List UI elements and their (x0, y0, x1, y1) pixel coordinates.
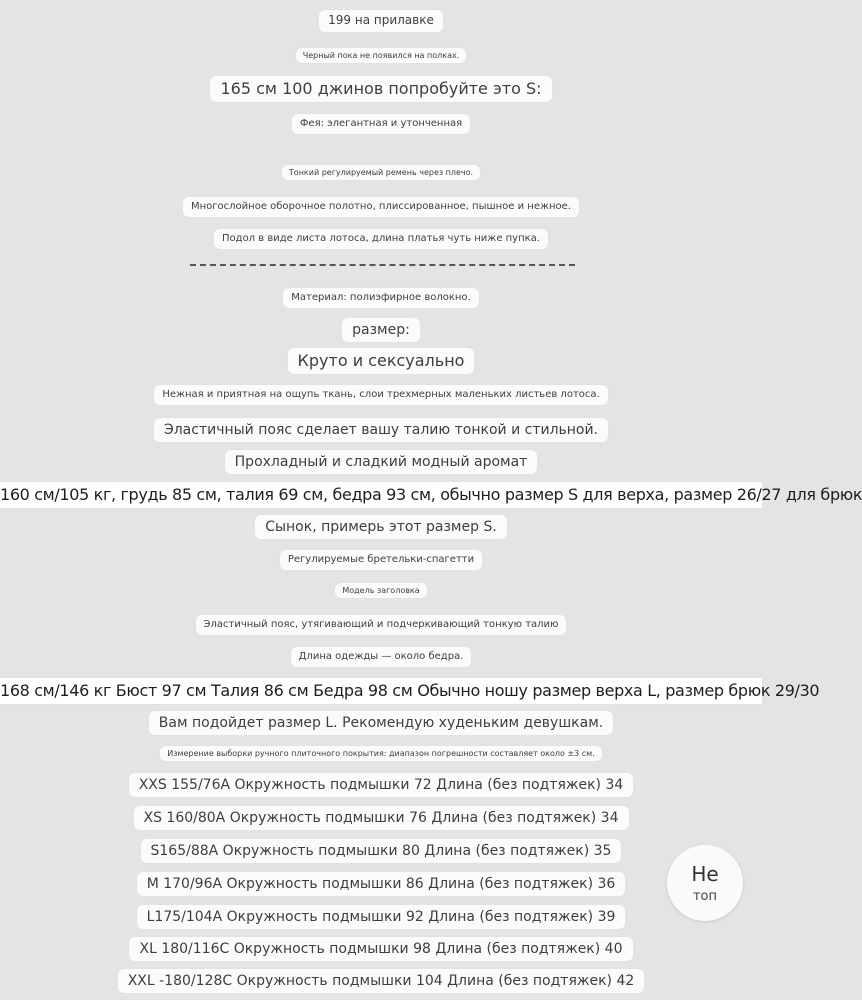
model-info-line: 160 см/105 кг, грудь 85 см, талия 69 см, бедра 93 см, обычно размер S для верха, размер 26/27 для брюк (0, 482, 762, 508)
size-heading: размер: (342, 318, 420, 342)
tagline: Круто и сексуально (288, 348, 475, 374)
feature-line: Тонкий регулируемый ремень через плечо. (282, 165, 480, 180)
size-row (0, 839, 762, 863)
feature-line: Нежная и приятная на ощупь ткань, слои трехмерных маленьких листьев лотоса. (154, 385, 607, 405)
text-line-row (0, 48, 762, 63)
text-line-row (0, 76, 762, 102)
text-line-row (0, 10, 762, 32)
measurement-note: Измерение выборки ручного плиточного покрытия: диапазон погрешности составляет около ±3 см. (160, 746, 602, 761)
feature-line: Прохладный и сладкий модный аромат (225, 450, 538, 474)
feature-line: Подол в виде листа лотоса, длина платья чуть ниже пупка. (214, 229, 548, 249)
feature-line: Регулируемые бретельки-спагетти (280, 550, 482, 570)
model-info-line: 168 см/146 кг Бюст 97 см Талия 86 см Бедра 98 см Обычно ношу размер верха L, размер брюк 29/30 (0, 678, 762, 704)
text-line-row (0, 711, 762, 735)
text-line-row (0, 583, 762, 598)
size-tip-line: 165 см 100 джинов попробуйте это S: (210, 76, 551, 102)
size-spec-m: M 170/96A Окружность подмышки 86 Длина (без подтяжек) 36 (137, 872, 626, 896)
size-row (0, 806, 762, 830)
size-spec-xl: XL 180/116C Окружность подмышки 98 Длина (без подтяжек) 40 (129, 937, 632, 961)
model-info-row (0, 482, 862, 508)
dashed-divider (190, 264, 575, 266)
text-line-row (0, 550, 762, 570)
size-spec-s: S165/88A Окружность подмышки 80 Длина (без подтяжек) 35 (141, 839, 622, 863)
badge-title: Не (691, 861, 719, 886)
model-info-row (0, 678, 820, 704)
text-line-row (0, 746, 762, 761)
text-line-row (0, 450, 762, 474)
text-line-row (0, 418, 762, 442)
badge-subtitle: топ (692, 888, 718, 904)
size-spec-xxl: XXL -180/128C Окружность подмышки 104 Длина (без подтяжек) 42 (118, 969, 645, 993)
model-heading: Модель заголовка (335, 583, 426, 598)
text-line-row (0, 647, 762, 667)
size-spec-xs: XS 160/80A Окружность подмышки 76 Длина (без подтяжек) 34 (134, 806, 629, 830)
size-row (0, 937, 762, 961)
feature-line: Эластичный пояс, утягивающий и подчеркивающий тонкую талию (196, 615, 567, 635)
not-top-badge[interactable] (667, 845, 743, 921)
length-line: Длина одежды — около бедра. (291, 647, 472, 667)
text-line-row (0, 229, 762, 249)
text-line-row (0, 165, 762, 180)
size-row (0, 773, 762, 797)
text-line-row (0, 615, 762, 635)
size-spec-l: L175/104A Окружность подмышки 92 Длина (без подтяжек) 39 (137, 905, 626, 929)
price-note: 199 на прилавке (319, 10, 443, 32)
stock-note: Черный пока не появился на полках. (296, 48, 467, 63)
feature-line: Эластичный пояс сделает вашу талию тонкой и стильной. (154, 418, 608, 442)
size-spec-xxs: XXS 155/76A Окружность подмышки 72 Длина (без подтяжек) 34 (129, 773, 634, 797)
recommendation-line: Вам подойдет размер L. Рекомендую худеньким девушкам. (149, 711, 613, 735)
text-line-row (0, 515, 762, 539)
material-line: Материал: полиэфирное волокно. (283, 288, 478, 308)
text-line-row (0, 197, 762, 217)
style-line: Фея: элегантная и утонченная (292, 114, 470, 134)
size-row (0, 905, 762, 929)
size-tip-line: Сынок, примерь этот размер S. (255, 515, 507, 539)
size-row (0, 969, 762, 993)
feature-line: Многослойное оборочное полотно, плиссированное, пышное и нежное. (183, 197, 579, 217)
text-line-row (0, 318, 762, 342)
size-row (0, 872, 762, 896)
text-line-row (0, 114, 762, 134)
text-line-row (0, 385, 762, 405)
text-line-row (0, 288, 762, 308)
text-line-row (0, 348, 762, 374)
